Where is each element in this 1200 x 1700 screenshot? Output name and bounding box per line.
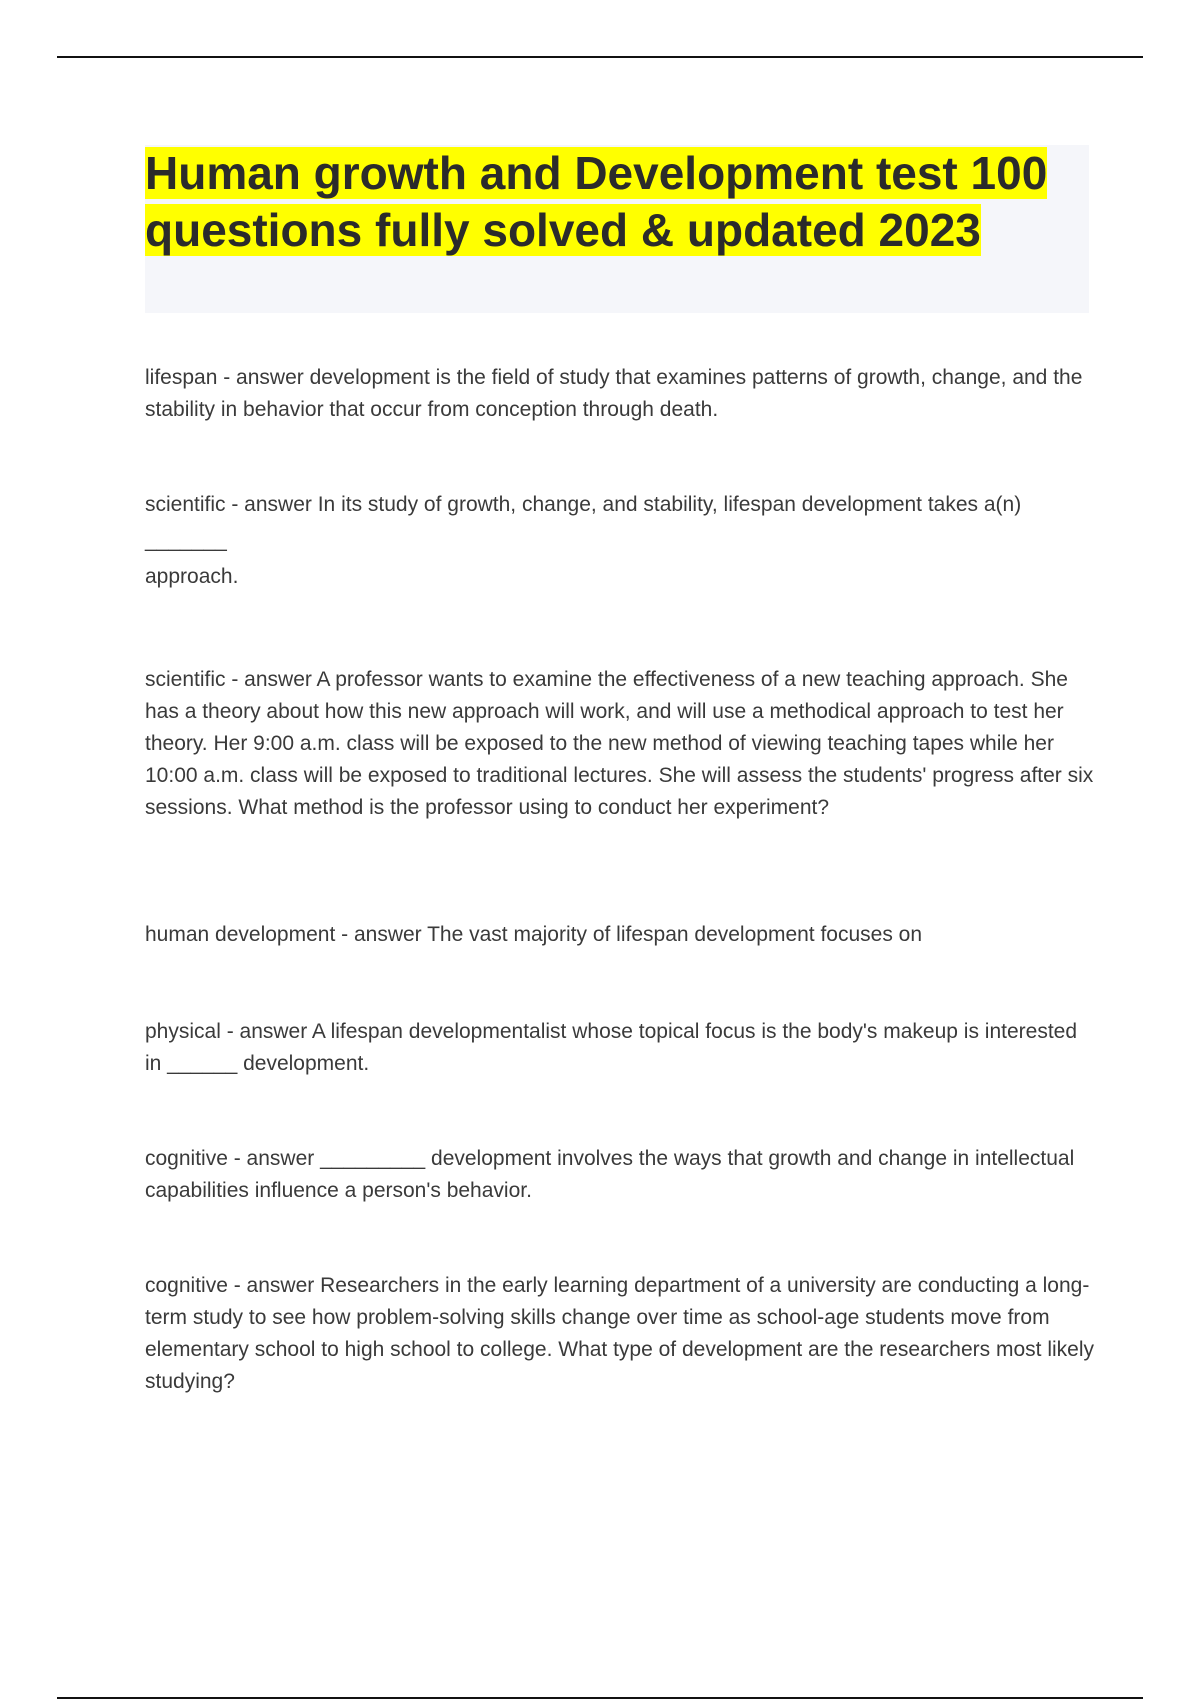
title-highlight: Human growth and Development test 100 questions fully solved & updated 2023 — [145, 147, 1048, 256]
qa-item — [145, 664, 1095, 824]
qa-text: cognitive - answer Researchers in the early learning department of a university are conducting a long-term study to see how problem-solving skills change over time as school-age students move from elementary school to high school to college. What type of development are the researchers most likely studying? — [145, 1274, 1094, 1393]
qa-text: scientific - answer In its study of growth, change, and stability, lifespan development takes a(n) — [145, 493, 1022, 516]
qa-item — [145, 1016, 1095, 1080]
title-block — [145, 145, 1089, 313]
qa-text: human development - answer The vast majority of lifespan development focuses on — [145, 923, 923, 946]
bottom-rule — [57, 1697, 1143, 1699]
qa-text: cognitive - answer _________ development involves the ways that growth and change in intellectual capabilities influence a person's behavior. — [145, 1147, 1075, 1202]
top-rule — [57, 56, 1143, 58]
qa-text: lifespan - answer development is the field of study that examines patterns of growth, change, and the stability in behavior that occur from conception through death. — [145, 366, 1083, 421]
qa-item — [145, 1270, 1095, 1398]
qa-blank: _______ — [145, 529, 227, 552]
qa-text: physical - answer A lifespan developmentalist whose topical focus is the body's makeup is interested in ______ development. — [145, 1020, 1078, 1075]
qa-text-continued: approach. — [145, 565, 239, 588]
document-title — [145, 145, 1089, 259]
qa-item — [145, 919, 1095, 951]
qa-text: scientific - answer A professor wants to examine the effectiveness of a new teaching approach. She has a theory about how this new approach will work, and will use a methodical approach to test her theory. Her 9:00 a.m. class will be exposed to the new method of viewing teaching tapes while her 10:00 a.m. class will be exposed to traditional lectures. She will assess the students' progress after six sessions. What method is the professor using to conduct her experiment? — [145, 668, 1094, 819]
qa-item — [145, 1143, 1095, 1207]
qa-item — [145, 489, 1095, 593]
qa-item — [145, 362, 1095, 426]
